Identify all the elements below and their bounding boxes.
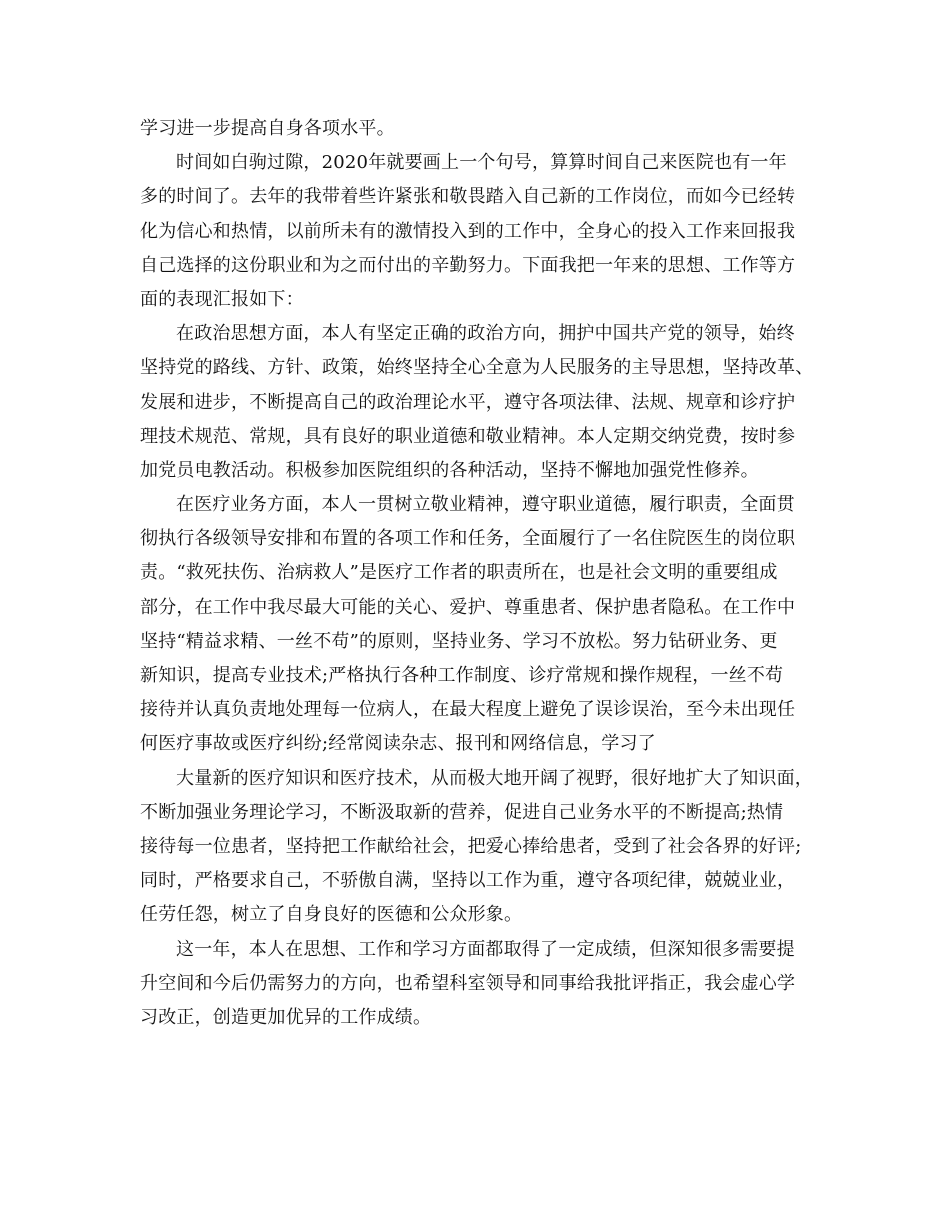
text-line: 坚持“精益求精、一丝不苟”的原则，坚持业务、学习不放松。努力钻研业务、更 [140, 630, 778, 652]
text-line: 在医疗业务方面，本人一贯树立敬业精神，遵守职业道德，履行职责，全面贯 [176, 494, 795, 516]
text-line: 时间如白驹过隙，2020年就要画上一个句号，算算时间自己来医院也有一年 [176, 152, 787, 174]
text-line: 接待并认真负责地处理每一位病人，在最大程度上避免了误诊误治，至今未出现任 [140, 699, 796, 721]
text-line: 升空间和今后仍需努力的方向，也希望科室领导和同事给我批评指正，我会虚心学 [140, 972, 796, 994]
text-line: 多的时间了。去年的我带着些许紧张和敬畏踏入自己新的工作岗位，而如今已经转 [140, 186, 796, 208]
text-line: 在政治思想方面，本人有坚定正确的政治方向，拥护中国共产党的领导，始终 [176, 323, 795, 345]
text-line: 不断加强业务理论学习，不断汲取新的营养，促进自己业务水平的不断提高;热情 [140, 801, 784, 823]
text-line: 同时，严格要求自己，不骄傲自满，坚持以工作为重，遵守各项纪律，兢兢业业， [140, 870, 796, 892]
text-line: 任劳任怨，树立了自身良好的医德和公众形象。 [140, 904, 523, 926]
text-line: 理技术规范、常规，具有良好的职业道德和敬业精神。本人定期交纳党费，按时参 [140, 425, 796, 447]
text-line: 接待每一位患者，坚持把工作献给社会，把爱心捧给患者，受到了社会各界的好评; [140, 835, 802, 857]
text-line: 部分，在工作中我尽最大可能的关心、爱护、尊重患者、保护患者隐私。在工作中 [140, 596, 796, 618]
text-line: 这一年，本人在思想、工作和学习方面都取得了一定成绩，但深知很多需要提 [176, 938, 795, 960]
text-line: 彻执行各级领导安排和布置的各项工作和任务，全面履行了一名住院医生的岗位职 [140, 528, 796, 550]
text-line: 新知识，提高专业技术;严格执行各种工作制度、诊疗常规和操作规程，一丝不苟 [140, 665, 784, 686]
text-line: 自己选择的这份职业和为之而付出的辛勤努力。下面我把一年来的思想、工作等方 [140, 254, 796, 276]
text-line: 发展和进步，不断提高自己的政治理论水平，遵守各项法律、法规、规章和诊疗护 [140, 391, 796, 413]
text-line: 加党员电教活动。积极参加医院组织的各种活动，坚持不懈地加强党性修养。 [140, 459, 759, 481]
text-line: 学习进一步提高自身各项水平。 [140, 118, 395, 139]
text-line: 何医疗事故或医疗纠纷;经常阅读杂志、报刊和网络信息，学习了 [140, 733, 656, 755]
text-line: 习改正，创造更加优异的工作成绩。 [140, 1006, 432, 1028]
document-body [140, 112, 820, 1035]
text-line: 责。“救死扶伤、治病救人”是医疗工作者的职责所在，也是社会文明的重要组成 [140, 562, 778, 584]
text-line: 大量新的医疗知识和医疗技术，从而极大地开阔了视野，很好地扩大了知识面， [176, 767, 813, 789]
text-line: 化为信心和热情，以前所未有的激情投入到的工作中，全身心的投入工作来回报我 [140, 220, 796, 242]
text-line: 面的表现汇报如下： [140, 288, 304, 310]
text-line: 坚持党的路线、方针、政策，始终坚持全心全意为人民服务的主导思想，坚持改革、 [140, 357, 814, 379]
